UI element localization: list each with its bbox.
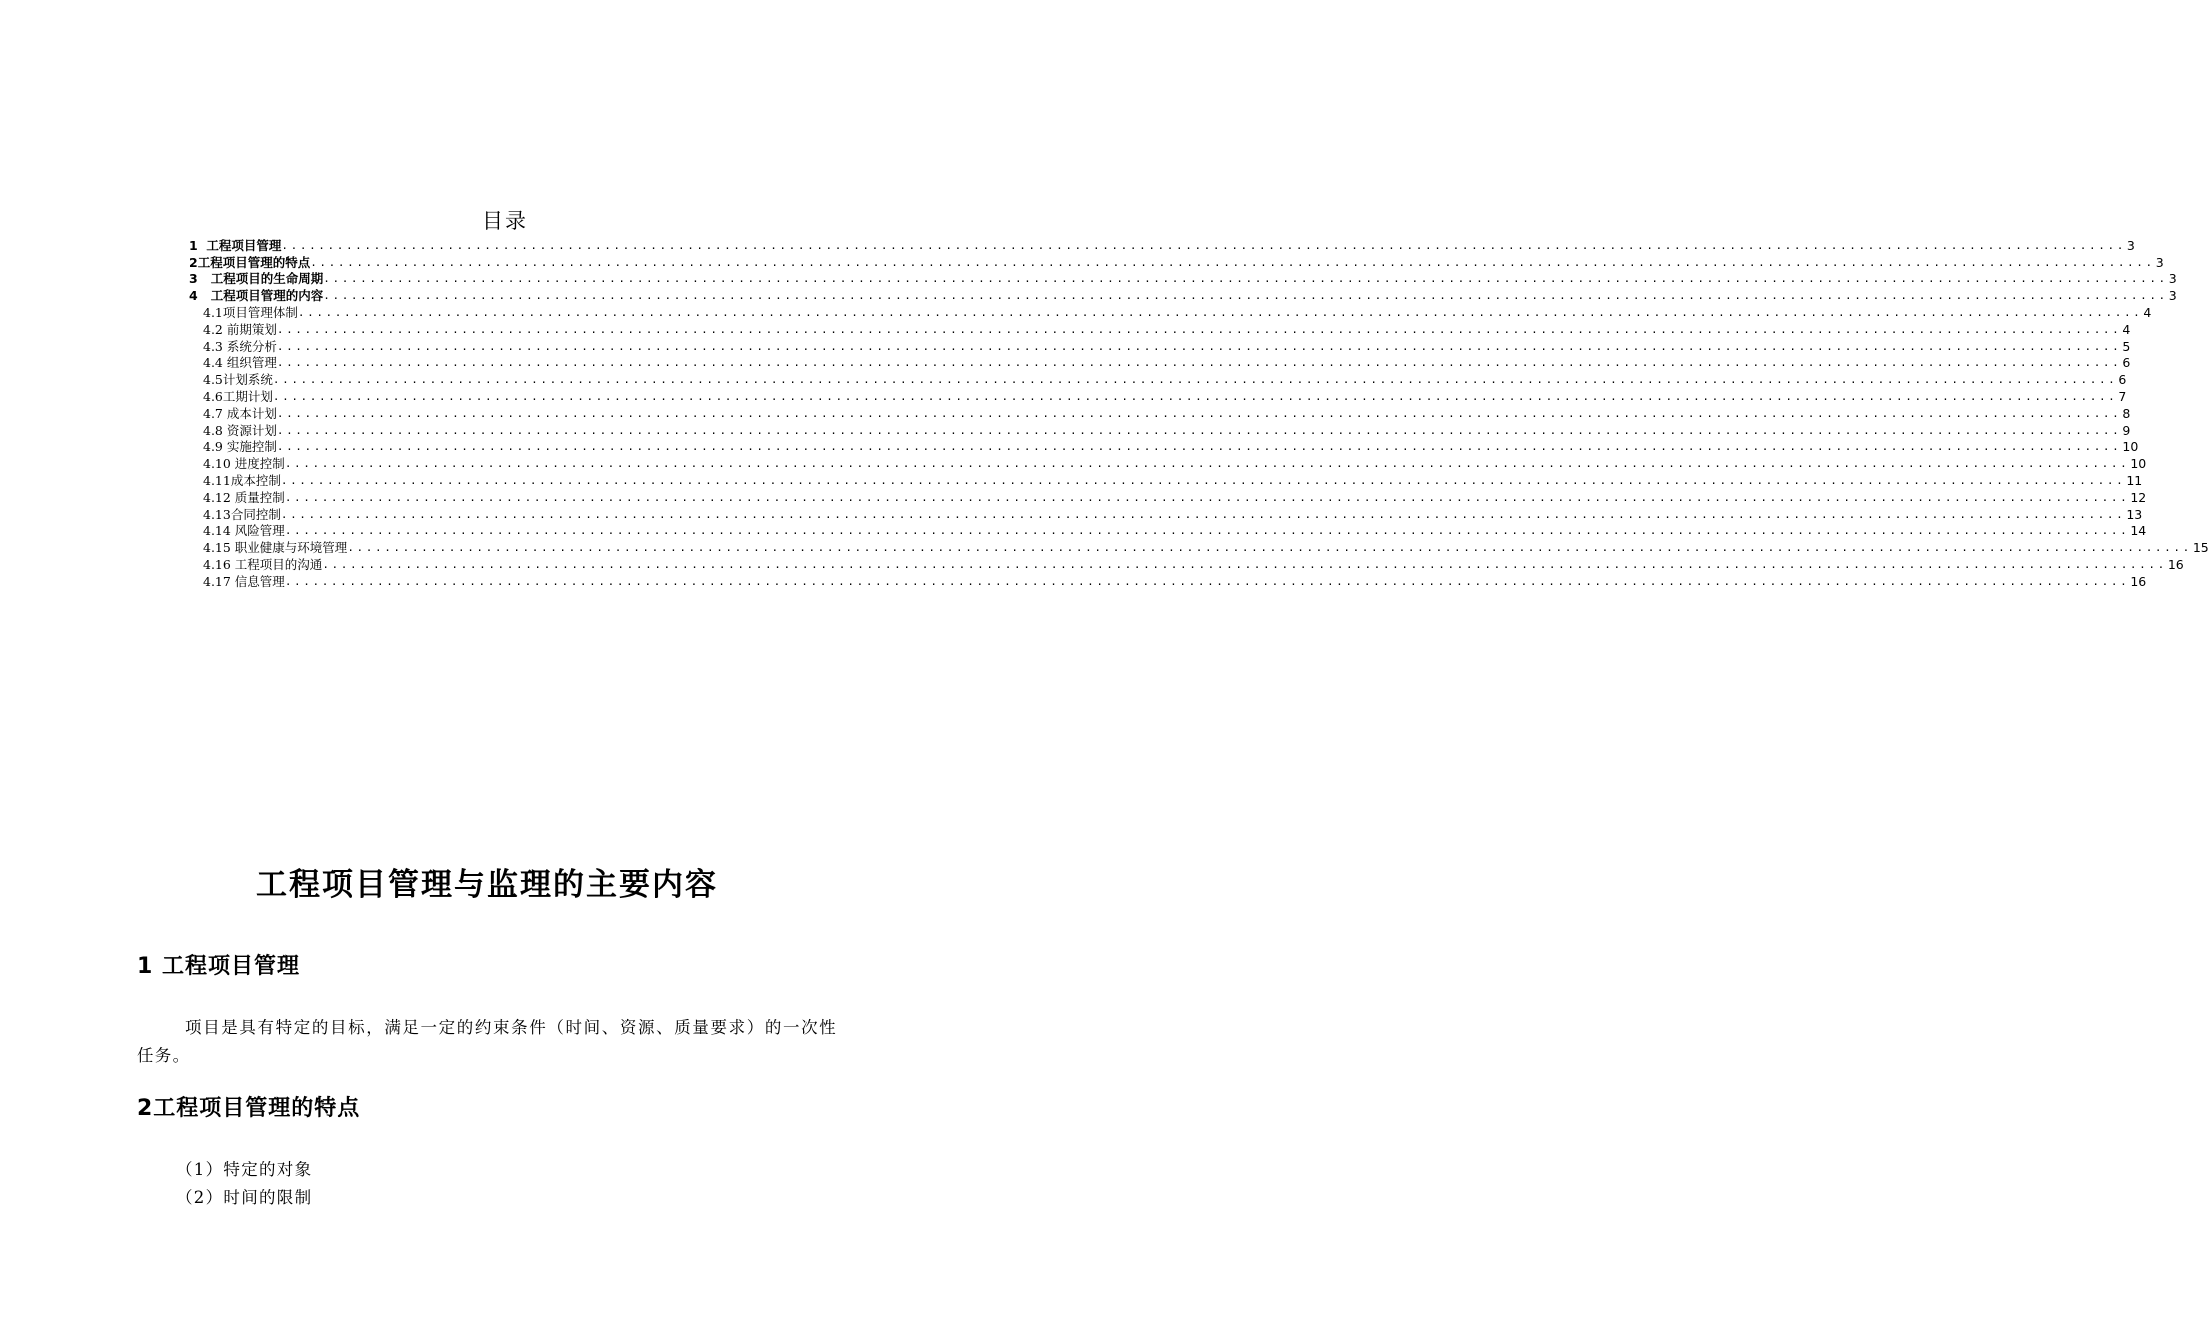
toc-entry[interactable] <box>203 538 2209 556</box>
toc-leader-dots: ........................................................................................................................................................................................................ <box>323 272 2168 286</box>
toc-entry[interactable] <box>203 438 2139 455</box>
toc-page-number: 10 <box>2130 456 2147 472</box>
toc-page-number: 9 <box>2122 422 2131 438</box>
toc-entry[interactable] <box>203 354 2131 371</box>
toc-leader-dots: ........................................................................................................................................................................................................ <box>297 305 2143 319</box>
toc-entry-text: 4.3 系统分析 <box>203 338 277 354</box>
toc-leader-dots: ........................................................................................................................................................................................................ <box>280 507 2126 521</box>
toc-leader-dots: ........................................................................................................................................................................................................ <box>310 255 2155 269</box>
toc-entry-text: 4.14 风险管理 <box>203 523 285 539</box>
toc-entry[interactable] <box>189 253 2164 270</box>
toc-entry[interactable] <box>203 505 2143 522</box>
toc-entry-text: 4.1项目管理体制 <box>203 304 298 320</box>
toc-entry-text: 4.2 前期策划 <box>203 321 277 337</box>
toc-entry-text: 4.10 进度控制 <box>203 456 285 472</box>
section-1-paragraph: 项目是具有特定的目标，满足一定的约束条件（时间、资源、质量要求）的一次性任务。 <box>137 1018 837 1065</box>
toc-entry-text: 3 工程项目的生命周期 <box>189 271 324 287</box>
toc-page-number: 12 <box>2130 489 2147 505</box>
toc-page-number: 3 <box>2168 271 2177 287</box>
toc-leader-dots: ........................................................................................................................................................................................................ <box>276 440 2122 454</box>
toc-entry-text: 4.11成本控制 <box>203 472 281 488</box>
toc-entry-text: 4 工程项目管理的内容 <box>189 288 324 304</box>
toc-entry[interactable] <box>203 320 2131 337</box>
toc-entry[interactable] <box>203 387 2127 404</box>
document-title: 工程项目管理与监理的主要内容 <box>256 867 718 903</box>
toc-page-number: 10 <box>2122 439 2139 455</box>
toc-entry[interactable] <box>203 337 2131 354</box>
toc-entry-text: 2工程项目管理的特点 <box>189 254 311 270</box>
toc-leader-dots: ........................................................................................................................................................................................................ <box>276 356 2122 370</box>
toc-entry[interactable] <box>203 471 2143 488</box>
toc-page-number: 6 <box>2118 372 2127 388</box>
section-heading-2: 2工程项目管理的特点 <box>137 1096 361 1121</box>
toc-page-number: 16 <box>2130 573 2147 589</box>
toc-leader-dots: ........................................................................................................................................................................................................ <box>276 322 2122 336</box>
toc-entry[interactable] <box>189 270 2177 287</box>
toc-page-number: 11 <box>2126 472 2143 488</box>
toc-leader-dots: ........................................................................................................................................................................................................ <box>322 557 2167 571</box>
toc-entry[interactable] <box>189 286 2177 304</box>
toc-page-number: 4 <box>2122 321 2131 337</box>
toc-entry-text: 4.6工期计划 <box>203 388 273 404</box>
toc-entry[interactable] <box>203 404 2131 421</box>
toc-page-number: 4 <box>2143 304 2152 320</box>
toc-entry-text: 1 工程项目管理 <box>189 237 282 253</box>
toc-leader-dots: ........................................................................................................................................................................................................ <box>323 289 2168 303</box>
toc-leader-dots: ........................................................................................................................................................................................................ <box>276 423 2122 437</box>
toc-page-number: 15 <box>2192 540 2209 556</box>
toc-entry[interactable] <box>203 522 2147 539</box>
toc-leader-dots: ........................................................................................................................................................................................................ <box>347 541 2192 555</box>
toc-page-number: 14 <box>2130 523 2147 539</box>
toc-leader-dots: ........................................................................................................................................................................................................ <box>281 238 2126 252</box>
toc-entry-text: 4.12 质量控制 <box>203 489 285 505</box>
toc-entry[interactable] <box>203 488 2147 505</box>
toc-page-number: 16 <box>2167 556 2184 572</box>
toc-entry[interactable] <box>203 421 2131 438</box>
toc-entry[interactable] <box>189 236 2135 253</box>
toc-entry[interactable] <box>203 303 2152 320</box>
toc-page-number: 5 <box>2122 338 2131 354</box>
toc-entry-text: 4.5计划系统 <box>203 372 273 388</box>
toc-entry[interactable] <box>203 370 2127 388</box>
toc-entry-text: 4.4 组织管理 <box>203 355 277 371</box>
toc-entry-text: 4.9 实施控制 <box>203 439 277 455</box>
toc-leader-dots: ........................................................................................................................................................................................................ <box>276 339 2122 353</box>
toc-entry-text: 4.17 信息管理 <box>203 573 285 589</box>
toc-entry[interactable] <box>203 454 2147 472</box>
toc-leader-dots: ........................................................................................................................................................................................................ <box>280 473 2126 487</box>
toc-page-number: 13 <box>2126 506 2143 522</box>
toc-leader-dots: ........................................................................................................................................................................................................ <box>284 457 2130 471</box>
toc-entry[interactable] <box>203 555 2184 572</box>
toc-leader-dots: ........................................................................................................................................................................................................ <box>272 373 2118 387</box>
toc-leader-dots: ........................................................................................................................................................................................................ <box>276 406 2122 420</box>
toc-leader-dots: ........................................................................................................................................................................................................ <box>284 574 2130 588</box>
toc-entry-text: 4.7 成本计划 <box>203 405 277 421</box>
toc-page-number: 6 <box>2122 355 2131 371</box>
list-item: （2）时间的限制 <box>176 1188 313 1207</box>
toc-entry-text: 4.13合同控制 <box>203 506 281 522</box>
toc-leader-dots: ........................................................................................................................................................................................................ <box>272 389 2118 403</box>
toc-entry[interactable] <box>203 572 2147 589</box>
toc-entry-text: 4.8 资源计划 <box>203 422 277 438</box>
list-item: （1）特定的对象 <box>176 1160 313 1179</box>
toc-leader-dots: ........................................................................................................................................................................................................ <box>284 524 2130 538</box>
toc-page-number: 8 <box>2122 405 2131 421</box>
toc-entry-text: 4.16 工程项目的沟通 <box>203 556 323 572</box>
toc-entry-text: 4.15 职业健康与环境管理 <box>203 540 348 556</box>
toc-title: 目录 <box>482 209 528 233</box>
toc-page-number: 7 <box>2118 388 2127 404</box>
toc-page-number: 3 <box>2155 254 2164 270</box>
section-heading-1: 1 工程项目管理 <box>137 954 300 979</box>
toc-page-number: 3 <box>2168 288 2177 304</box>
toc-leader-dots: ........................................................................................................................................................................................................ <box>284 490 2130 504</box>
toc-page-number: 3 <box>2126 237 2135 253</box>
